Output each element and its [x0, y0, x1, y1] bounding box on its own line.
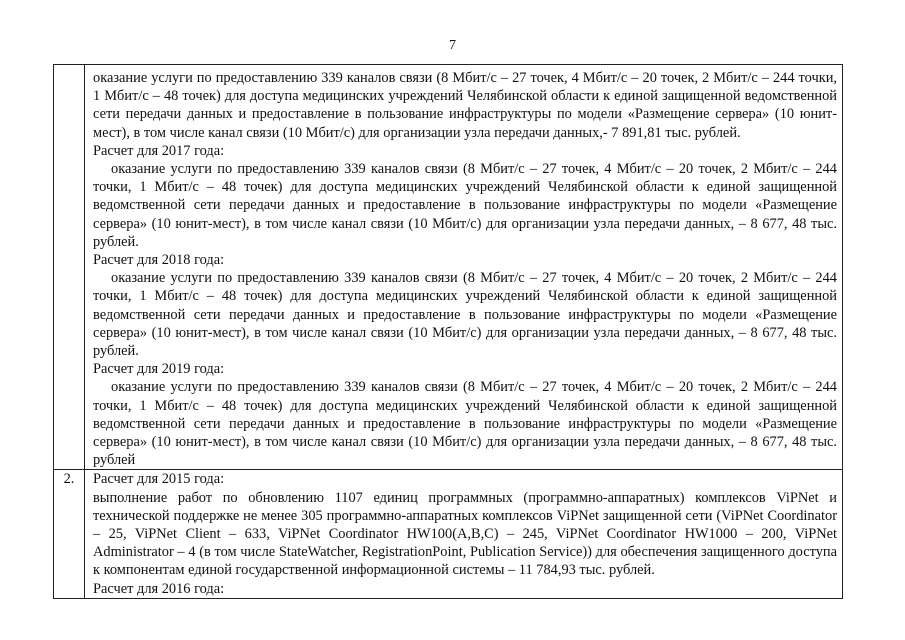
table-row — [54, 65, 843, 470]
table-row — [54, 470, 843, 598]
calculation-paragraph: оказание услуги по предоставлению 339 каналов связи (8 Мбит/с – 27 точек, 4 Мбит/с – 20 точек, 2 Мбит/с – 244 точки, 1 Мбит/с – 48 точек) для доступа медицинских учреждений Челябинской области к единой защищенной ведомственной сети передачи данных и предоставление в пользование инфраструктуры по модели «Размещение сервера» (10 юнит-мест), в том числе канал связи (10 Мбит/с) для организации узла передачи данных,- 7 891,81 тыс. рублей. — [93, 70, 837, 141]
year-heading: Расчет для 2018 года: — [93, 252, 225, 269]
page-number: 7 — [449, 38, 456, 53]
calculation-paragraph: оказание услуги по предоставлению 339 каналов связи (8 Мбит/с – 27 точек, 4 Мбит/с – 20 точек, 2 Мбит/с – 244 точки, 1 Мбит/с – 48 точек) для доступа медицинских учреждений Челябинской области к единой защищенной ведомственной сети передачи данных и предоставление в пользование инфраструктуры по модели «Размещение сервера» (10 юнит-мест), в том числе канал связи (10 Мбит/с) для организации узла передачи данных, – 8 677, 48 тыс. рублей — [93, 379, 837, 469]
year-heading: Расчет для 2015 года: — [93, 471, 225, 488]
row-number-cell: 2. — [54, 470, 85, 598]
row-content-cell — [85, 470, 843, 598]
year-heading: Расчет для 2017 года: — [93, 142, 225, 159]
calculation-paragraph: оказание услуги по предоставлению 339 каналов связи (8 Мбит/с – 27 точек, 4 Мбит/с – 20 точек, 2 Мбит/с – 244 точки, 1 Мбит/с – 48 точек) для доступа медицинских учреждений Челябинской области к единой защищенной ведомственной сети передачи данных и предоставление в пользование инфраструктуры по модели «Размещение сервера» (10 юнит-мест), в том числе канал связи (10 Мбит/с) для организации узла передачи данных, – 8 677, 48 тыс. рублей. — [93, 161, 837, 250]
calculation-paragraph: оказание услуги по предоставлению 339 каналов связи (8 Мбит/с – 27 точек, 4 Мбит/с – 20 точек, 2 Мбит/с – 244 точки, 1 Мбит/с – 48 точек) для доступа медицинских учреждений Челябинской области к единой защищенной ведомственной сети передачи данных и предоставление в пользование инфраструктуры по модели «Размещение сервера» (10 юнит-мест), в том числе канал связи (10 Мбит/с) для организации узла передачи данных, – 8 677, 48 тыс. рублей. — [93, 270, 837, 360]
year-heading: Расчет для 2016 года: — [93, 580, 225, 597]
row-number-cell — [54, 65, 85, 470]
year-heading: Расчет для 2019 года: — [93, 361, 225, 378]
row-content-cell — [85, 65, 843, 470]
calculation-table — [53, 64, 843, 599]
calculation-paragraph: выполнение работ по обновлению 1107 единиц программных (программно-аппаратных) комплексов ViPNet и технической поддержке не менее 305 программно-аппаратных комплексов ViPNet защищенной сети (ViPNet Coordinator – 25, ViPNet Client – 633, ViPNet Coordinator HW100(A,B,C) – 245, ViPNet Coordinator HW1000 – 200, ViPNet Administrator – 4 (в том числе StateWatcher, RegistrationPoint, Publication Service)) для обеспечения защищенного доступа к компонентам единой государственной информационной системы – 11 784,93 тыс. рублей. — [93, 489, 837, 579]
